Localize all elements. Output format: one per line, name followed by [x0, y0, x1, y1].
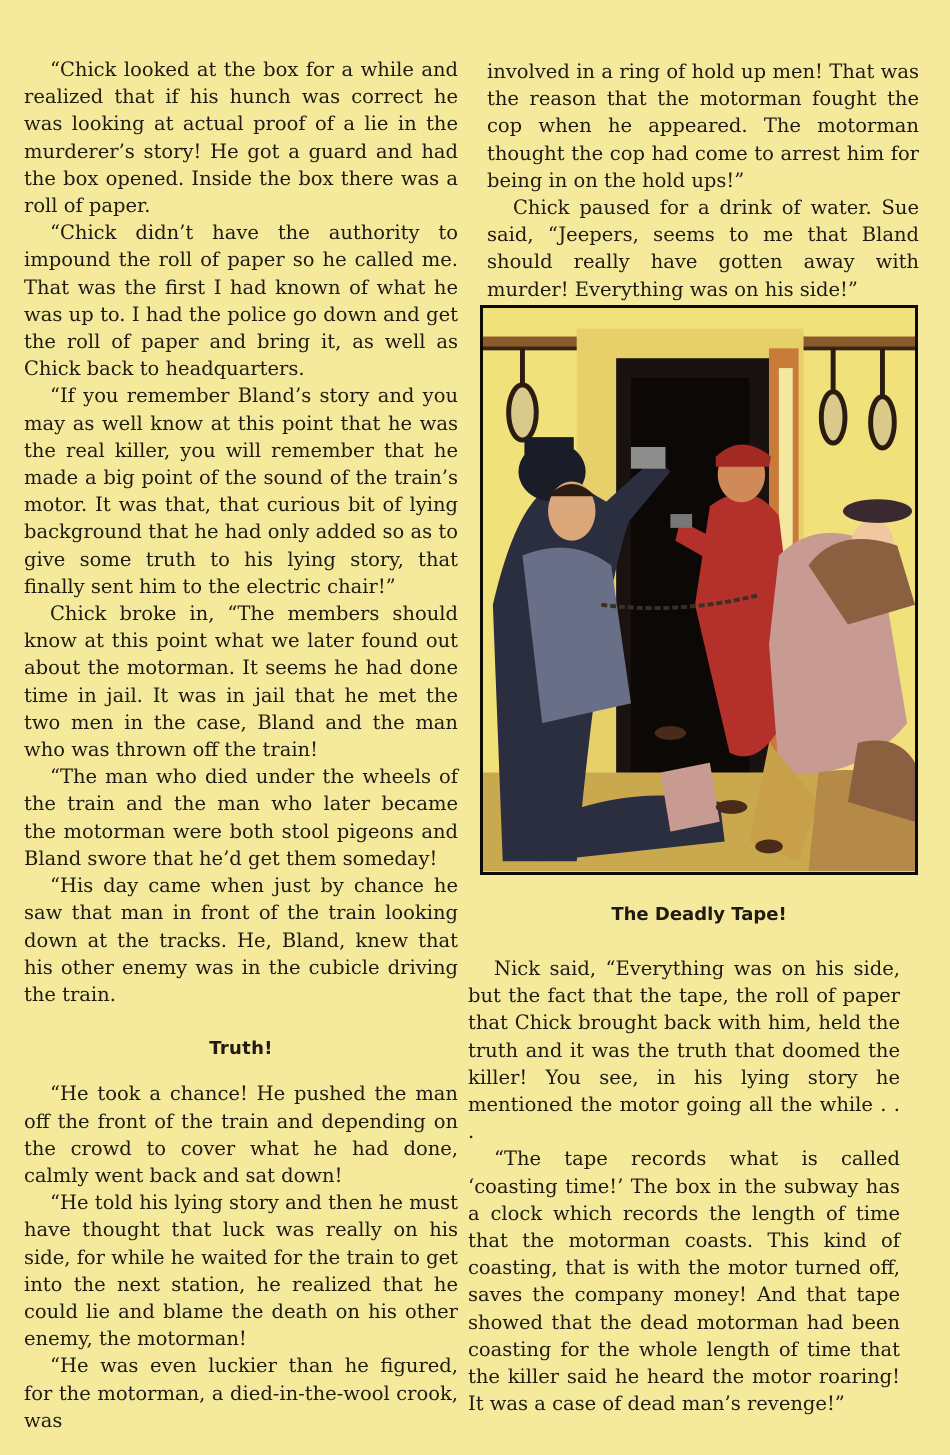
- paragraph: “His day came when just by chance he saw that man in front of the train looking down at the tracks. He, Bland, knew that his other enemy was in the cubicle driving the train.: [24, 874, 458, 1006]
- paragraph: “He was even luckier than he figured, for the motorman, a died-in-the-wool crook, was: [24, 1354, 458, 1432]
- paragraph: “The man who died under the wheels of the train and the man who later became the motorman were both stool pigeons and Bland swore that he’d get them someday!: [24, 765, 458, 870]
- section-heading-truth: Truth!: [209, 1038, 273, 1060]
- left-text-column: [24, 56, 458, 1434]
- comic-illustration-panel: [480, 305, 918, 875]
- subway-scene-illustration: [483, 308, 915, 872]
- paragraph: Chick broke in, “The members should know at this point what we later found out about the motorman. It seems he had done time in jail. It was in jail that he met the two men in the case, Bland and the man who was thrown off the train!: [24, 602, 458, 762]
- paragraph: Chick paused for a drink of water. Sue said, “Jeepers, seems to me that Bland should really have gotten away with murder! Everything was on his side!”: [487, 196, 919, 301]
- paragraph: “He told his lying story and then he must have thought that luck was really on his side, for while he waited for the train to get into the next station, he realized that he could lie and blame the death on his other enemy, the motorman!: [24, 1191, 458, 1351]
- paragraph: “He took a chance! He pushed the man off the front of the train and depending on the crowd to cover what he had done, calmly went back and sat down!: [24, 1082, 458, 1187]
- right-text-column-bottom: [468, 955, 900, 1417]
- paragraph: “The tape records what is called ‘coasting time!’ The box in the subway has a clock which records the length of time that the motorman coasts. This kind of coasting, that is with the motor turned off, saves the company money! And that tape showed that the dead motorman had been coasting for the whole length of time that the killer said he heard the motor roaring! It was a case of dead man’s revenge!”: [468, 1147, 900, 1416]
- paragraph: “Chick didn’t have the authority to impound the roll of paper so he called me. That was the first I had known of what he was up to. I had the police go down and get the roll of paper and bring it, as well as Chick back to headquarters.: [24, 221, 458, 381]
- paragraph: “If you remember Bland’s story and you may as well know at this point that he was the real killer, you will remember that he made a big point of the sound of the train’s motor. It was that, that curious bit of lying background that he had only added so as to give some truth to his lying story, that finally sent him to the electric chair!”: [24, 384, 458, 598]
- paragraph: involved in a ring of hold up men! That was the reason that the motorman fought the cop when he appeared. The motorman thought the cop had come to arrest him for being in on the hold ups!”: [487, 60, 919, 192]
- paragraph: Nick said, “Everything was on his side, but the fact that the tape, the roll of paper that Chick brought back with him, held the truth and it was the truth that doomed the killer! You see, in his lying story he mentioned the motor going all the while . . .: [468, 957, 900, 1144]
- illustration-caption: The Deadly Tape!: [611, 904, 787, 925]
- paragraph: “Chick looked at the box for a while and realized that if his hunch was correct he was looking at actual proof of a lie in the murderer’s story! He got a guard and had the box opened. Inside the box there was a roll of paper.: [24, 58, 458, 218]
- right-text-column-top: [487, 58, 919, 303]
